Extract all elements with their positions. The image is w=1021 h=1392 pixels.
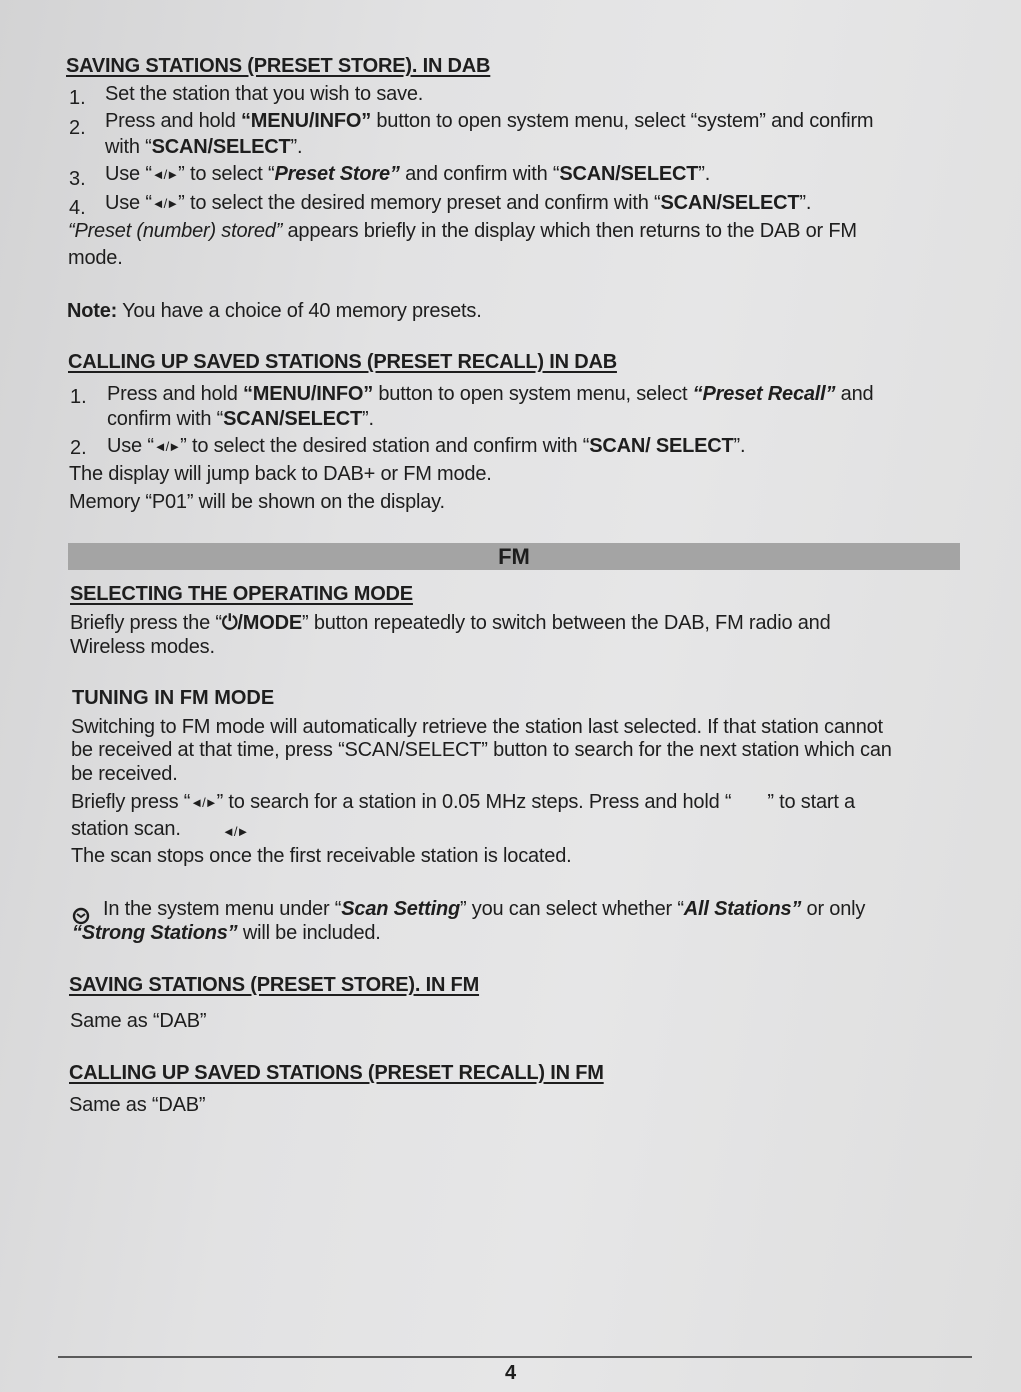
step-number: 1. [70,386,87,408]
step-4-text: Use “◄/►” to select the desired memory preset and confirm with “SCAN/SELECT”. [105,192,812,214]
heading-preset-store-dab: SAVING STATIONS (PRESET STORE). IN DAB [66,55,491,77]
heading-operating-mode: SELECTING THE OPERATING MODE [70,583,413,605]
paragraph: Same as “DAB” [69,1094,206,1116]
recall-step-1-cont: confirm with “SCAN/SELECT”. [107,408,374,430]
left-right-arrows-icon: ◄/► [153,439,181,454]
fm-section-bar [68,543,960,570]
step-2-text-cont: with “SCAN/SELECT”. [105,136,303,158]
paragraph: The scan stops once the first receivable station is located. [71,845,572,867]
heading-preset-recall-dab: CALLING UP SAVED STATIONS (PRESET RECALL) IN DAB [68,351,617,373]
paragraph: Memory “P01” will be shown on the display. [69,491,445,513]
paragraph: Same as “DAB” [70,1010,207,1032]
paragraph: “Preset (number) stored” appears briefly in the display which then returns to the DAB or FM [68,220,857,242]
left-right-arrows-icon: ◄/► [190,795,217,810]
paragraph: Briefly press the “⏻/MODE” button repeatedly to switch between the DAB, FM radio and [70,612,831,634]
left-right-arrows-icon: ◄/► [151,196,179,211]
left-right-arrows-icon: ◄/► [151,167,179,182]
fm-section-title: FM [498,544,530,569]
step-number: 4. [69,197,86,219]
recall-step-2-text: Use “◄/►” to select the desired station and confirm with “SCAN/ SELECT”. [107,435,746,457]
step-2-text: Press and hold “MENU/INFO” button to open system menu, select “system” and confirm [105,110,874,132]
recall-step-1-text: Press and hold “MENU/INFO” button to open system menu, select “Preset Recall” and [107,383,874,405]
tip-text-cont: “Strong Stations” will be included. [72,922,381,944]
tip-text: In the system menu under “Scan Setting” you can select whether “All Stations” or only [103,898,866,920]
paragraph: station scan. [71,818,181,840]
step-number: 3. [69,168,86,190]
heading-preset-recall-fm: CALLING UP SAVED STATIONS (PRESET RECALL) IN FM [69,1062,604,1084]
paragraph-cont: mode. [68,247,123,269]
step-number: 1. [69,87,86,109]
note: Note: You have a choice of 40 memory presets. [67,300,482,322]
left-right-arrows-icon: ◄/► [222,824,249,839]
step-1-text: Set the station that you wish to save. [105,83,424,105]
step-3-text: Use “◄/►” to select “Preset Store” and confirm with “SCAN/SELECT”. [105,163,711,185]
paragraph: Briefly press “◄/►” to search for a station in 0.05 MHz steps. Press and hold “ ” to start a [71,791,855,813]
paragraph: be received at that time, press “SCAN/SELECT” button to search for the next station which can [71,739,892,761]
step-number: 2. [70,437,87,459]
paragraph: The display will jump back to DAB+ or FM mode. [69,463,492,485]
heading-tuning-fm: TUNING IN FM MODE [72,687,275,709]
paragraph: Switching to FM mode will automatically retrieve the station last selected. If that station cannot [71,716,883,738]
step-number: 2. [69,117,86,139]
paragraph: be received. [71,763,178,785]
footer-rule [58,1356,972,1358]
paragraph-cont: Wireless modes. [70,636,215,658]
heading-preset-store-fm: SAVING STATIONS (PRESET STORE). IN FM [69,974,480,996]
page-number: 4 [504,1362,517,1384]
